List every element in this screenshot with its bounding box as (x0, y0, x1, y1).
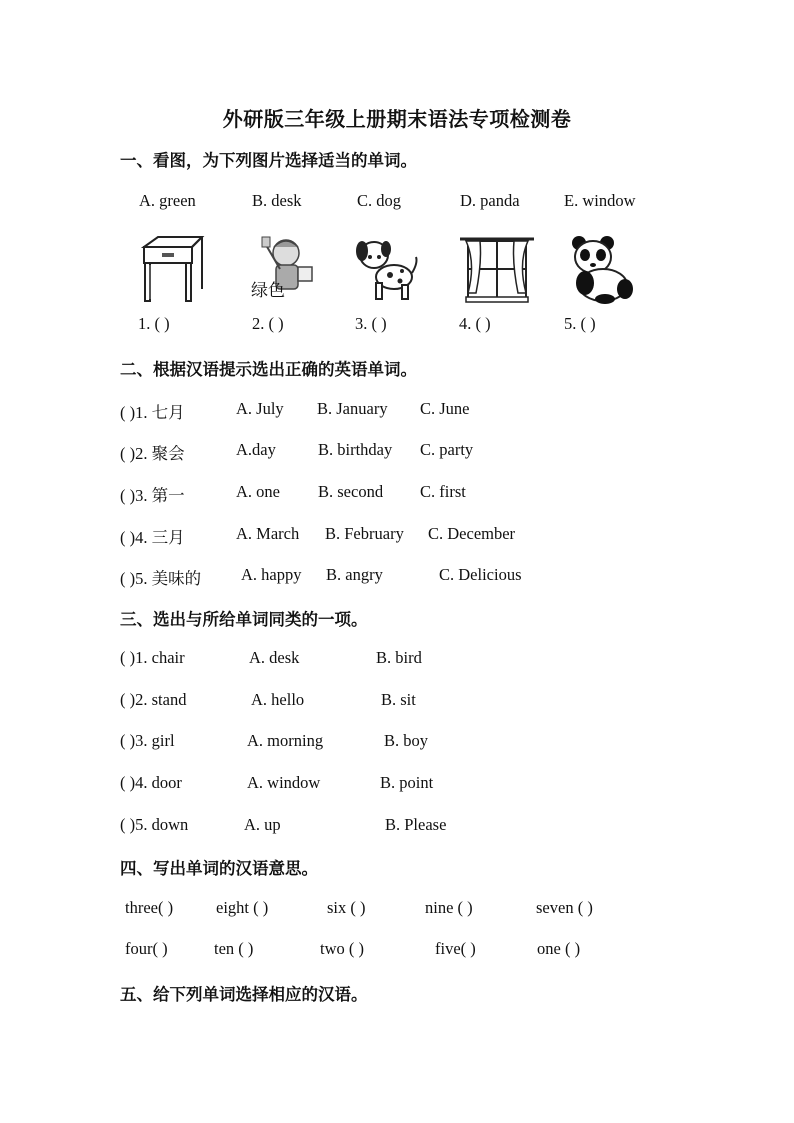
s2-q4: ( )4. 三月 (120, 528, 185, 547)
s2-q1-b[interactable]: B. January (317, 399, 388, 418)
s3-q3-a[interactable]: A. morning (247, 731, 324, 750)
s4-word-ten[interactable]: ten ( ) (214, 939, 254, 958)
s2-q4-c[interactable]: C. December (428, 524, 516, 543)
s2-q2-b[interactable]: B. birthday (318, 440, 393, 459)
s3-q4-b[interactable]: B. point (380, 773, 434, 792)
s2-q5: ( )5. 美味的 (120, 569, 202, 588)
picture-caption: 绿色 (251, 281, 285, 301)
s3-q4: ( )4. door (120, 773, 182, 792)
desk-icon (136, 233, 206, 305)
s2-q5-a[interactable]: A. happy (241, 565, 302, 584)
s2-q4-a[interactable]: A. March (236, 524, 300, 543)
section2-heading: 二、根据汉语提示选出正确的英语单词。 (120, 360, 417, 379)
s3-q1-a[interactable]: A. desk (249, 648, 300, 667)
blank-3[interactable]: 3. ( ) (355, 314, 387, 333)
window-icon (458, 233, 536, 305)
section5-heading: 五、给下列单词选择相应的汉语。 (120, 985, 368, 1004)
blank-2[interactable]: 2. ( ) (252, 314, 284, 333)
s4-word-one[interactable]: one ( ) (537, 939, 581, 958)
s4-word-two[interactable]: two ( ) (320, 939, 364, 958)
s3-q4-a[interactable]: A. window (247, 773, 321, 792)
s2-q5-b[interactable]: B. angry (326, 565, 383, 584)
s4-word-four[interactable]: four( ) (125, 939, 168, 958)
s2-q3-a[interactable]: A. one (236, 482, 280, 501)
s3-q5-b[interactable]: B. Please (385, 815, 447, 834)
s2-q3: ( )3. 第一 (120, 486, 185, 505)
s2-q2-a[interactable]: A.day (236, 440, 276, 459)
blank-1[interactable]: 1. ( ) (138, 314, 170, 333)
s3-q2-b[interactable]: B. sit (381, 690, 416, 709)
option-d: D. panda (460, 191, 520, 210)
s3-q2-a[interactable]: A. hello (251, 690, 305, 709)
s2-q3-b[interactable]: B. second (318, 482, 384, 501)
s3-q3-b[interactable]: B. boy (384, 731, 429, 750)
section4-heading: 四、写出单词的汉语意思。 (120, 859, 318, 878)
option-a: A. green (139, 191, 196, 210)
s2-q5-c[interactable]: C. Delicious (439, 565, 522, 584)
s2-q1-a[interactable]: A. July (236, 399, 284, 418)
s3-q2: ( )2. stand (120, 690, 187, 709)
section1-heading: 一、看图，为下列图片选择适当的单词。 (120, 151, 417, 170)
s4-word-five[interactable]: five( ) (435, 939, 476, 958)
option-e: E. window (564, 191, 636, 210)
s4-word-six[interactable]: six ( ) (327, 898, 366, 917)
option-b: B. desk (252, 191, 302, 210)
s3-q3: ( )3. girl (120, 731, 175, 750)
s3-q1: ( )1. chair (120, 648, 185, 667)
s2-q2: ( )2. 聚会 (120, 444, 185, 463)
s2-q4-b[interactable]: B. February (325, 524, 404, 543)
s3-q1-b[interactable]: B. bird (376, 648, 422, 667)
s4-word-three[interactable]: three( ) (125, 898, 174, 917)
s2-q1-c[interactable]: C. June (420, 399, 470, 418)
page-title: 外研版三年级上册期末语法专项检测卷 (222, 109, 572, 131)
s2-q3-c[interactable]: C. first (420, 482, 466, 501)
panda-icon (565, 233, 637, 305)
s4-word-eight[interactable]: eight ( ) (216, 898, 269, 917)
s4-word-nine[interactable]: nine ( ) (425, 898, 473, 917)
s2-q1: ( )1. 七月 (120, 403, 185, 422)
s3-q5-a[interactable]: A. up (244, 815, 281, 834)
blank-4[interactable]: 4. ( ) (459, 314, 491, 333)
s4-word-seven[interactable]: seven ( ) (536, 898, 593, 917)
option-c: C. dog (357, 191, 402, 210)
s3-q5: ( )5. down (120, 815, 189, 834)
dog-icon (350, 233, 420, 305)
blank-5[interactable]: 5. ( ) (564, 314, 596, 333)
section3-heading: 三、选出与所给单词同类的一项。 (120, 610, 368, 629)
s2-q2-c[interactable]: C. party (420, 440, 474, 459)
